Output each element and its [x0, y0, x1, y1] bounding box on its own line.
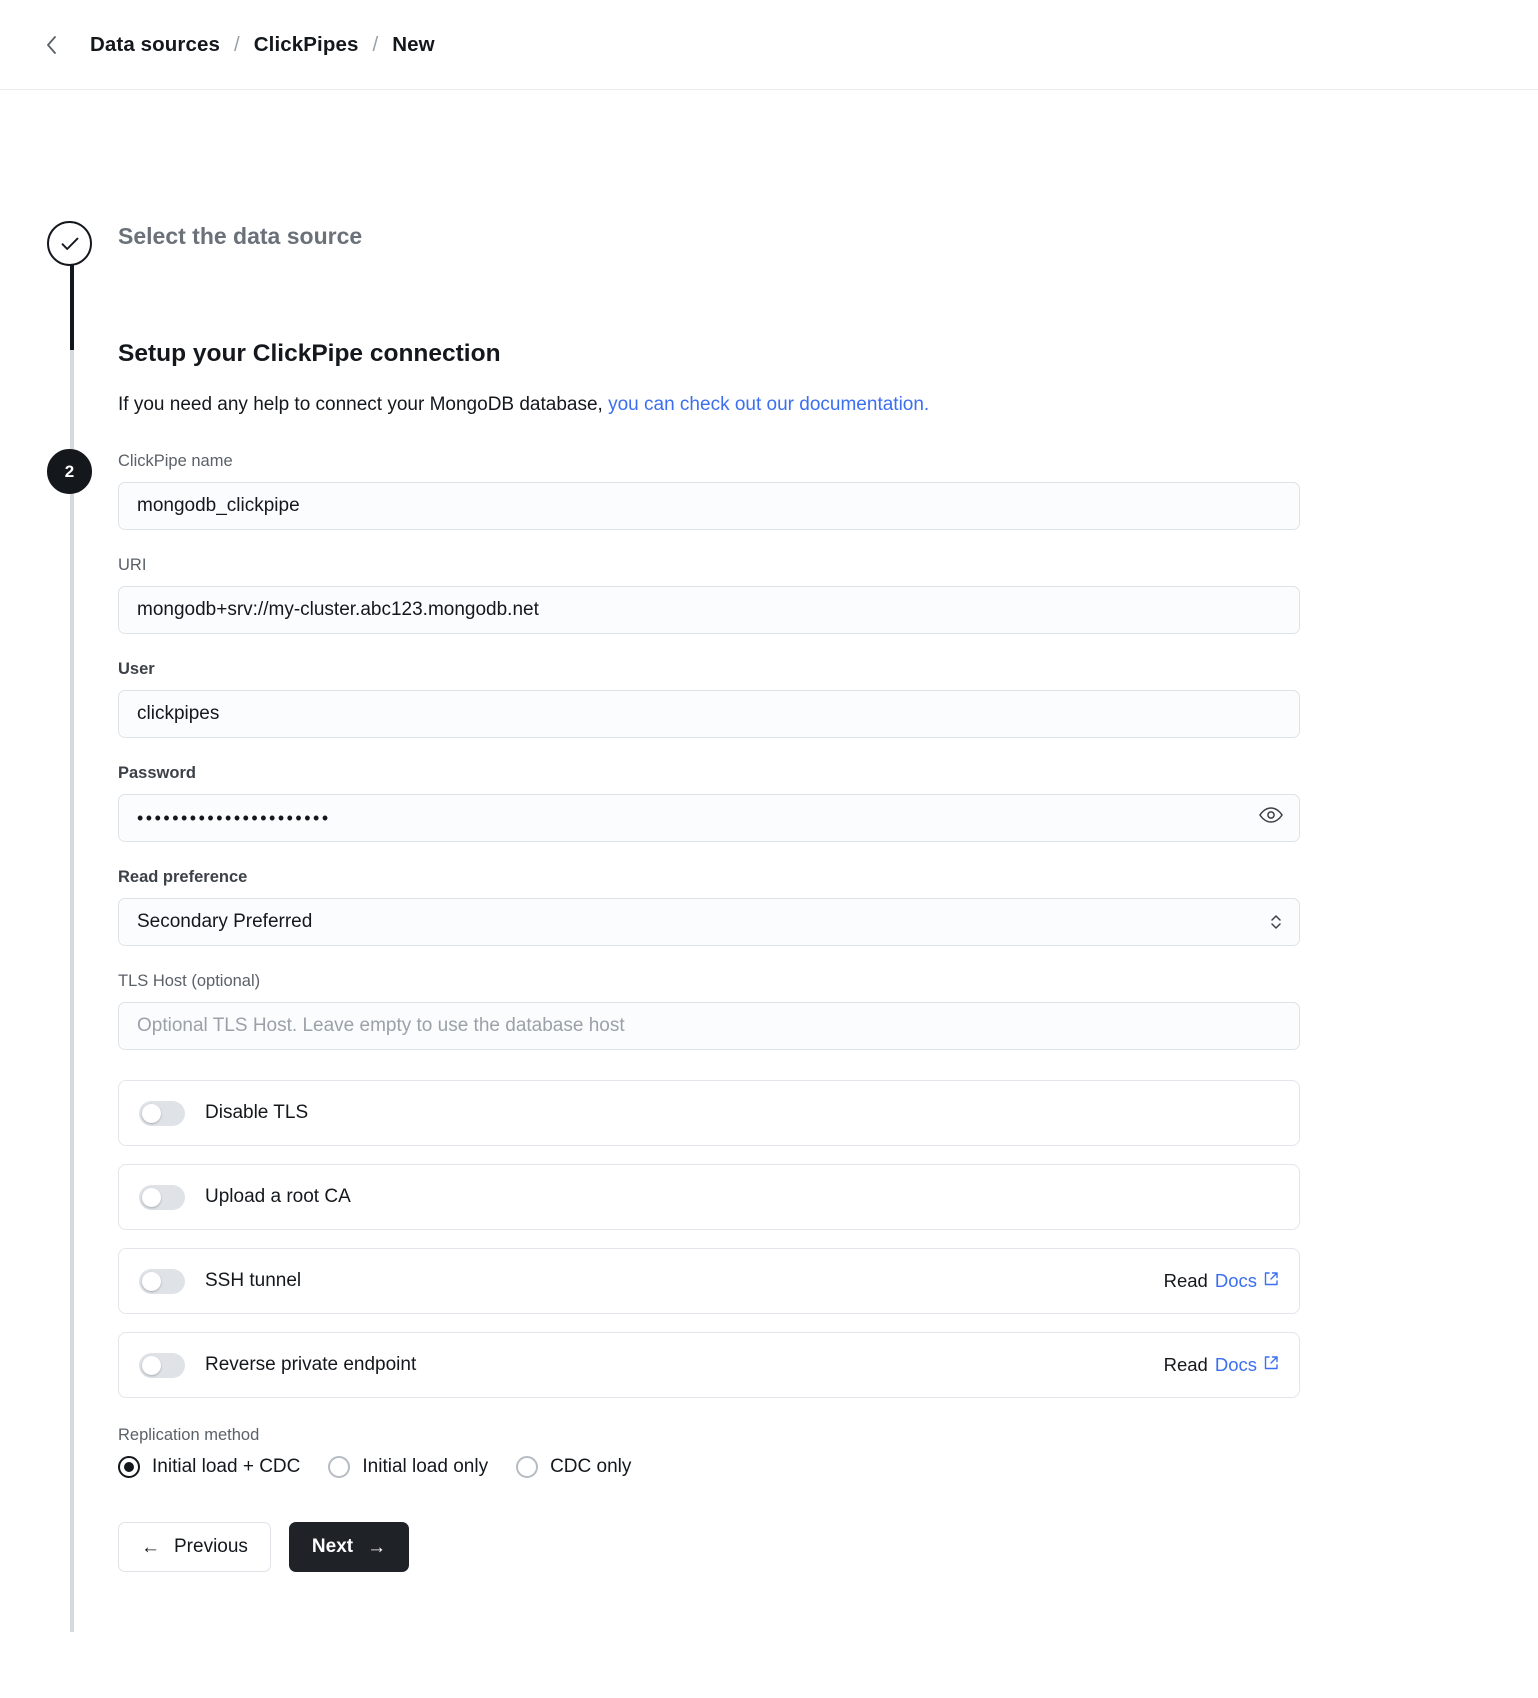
toggle-row-ssh-tunnel[interactable]: [118, 1248, 1300, 1314]
ssh-tunnel-docs-label: Docs: [1214, 1270, 1257, 1291]
password-label: Password: [118, 764, 196, 782]
clickpipe-name-value: mongodb_clickpipe: [137, 495, 300, 516]
field-replication-method: [118, 1426, 1300, 1478]
next-button-label: Next: [311, 1536, 354, 1557]
reverse-private-endpoint-read-text: Read: [1163, 1354, 1208, 1375]
ssh-tunnel-label: SSH tunnel: [205, 1270, 302, 1291]
page-header: [0, 0, 1538, 90]
ssh-tunnel-read-text: Read: [1163, 1270, 1208, 1291]
step-2: [0, 212, 1538, 1572]
chevron-left-icon[interactable]: [40, 34, 62, 56]
password-input[interactable]: [118, 794, 1300, 842]
breadcrumb-item-clickpipes[interactable]: ClickPipes: [253, 32, 359, 56]
arrow-right-icon: →: [367, 1536, 387, 1558]
ssh-tunnel-docs: [1164, 1270, 1279, 1292]
breadcrumb-separator: /: [233, 32, 240, 56]
chevron-updown-icon: [1269, 912, 1283, 932]
replication-method-options: [118, 1456, 1300, 1478]
radio-initial-load-only[interactable]: [328, 1456, 488, 1478]
step-1-title: Select the data source: [118, 223, 363, 249]
uri-value: mongodb+srv://my-cluster.abc123.mongodb.net: [137, 599, 539, 620]
radio-initial-load-only-label: Initial load only: [362, 1456, 489, 1477]
step-1-marker: [47, 221, 92, 266]
external-link-icon: [1263, 1270, 1279, 1292]
tls-host-placeholder: Optional TLS Host. Leave empty to use the database host: [137, 1015, 625, 1036]
breadcrumb: [90, 33, 435, 57]
tls-host-label: TLS Host (optional): [118, 972, 261, 990]
radio-cdc-only-control[interactable]: [516, 1456, 538, 1478]
breadcrumb-separator: /: [372, 32, 379, 56]
disable-tls-toggle[interactable]: [139, 1101, 185, 1126]
previous-button[interactable]: [118, 1522, 271, 1572]
radio-cdc-only-label: CDC only: [550, 1456, 632, 1477]
uri-label: URI: [118, 556, 147, 574]
ssh-tunnel-docs-link[interactable]: [1215, 1270, 1279, 1292]
uri-input[interactable]: [118, 586, 1300, 634]
clickpipe-name-label: ClickPipe name: [118, 452, 233, 470]
step-2-marker: 2: [47, 449, 92, 494]
eye-icon[interactable]: [1259, 807, 1283, 830]
field-clickpipe-name: [118, 452, 1300, 530]
user-label: User: [118, 660, 155, 678]
reverse-private-endpoint-docs-link[interactable]: [1215, 1354, 1279, 1376]
step-1: [0, 90, 1538, 249]
field-tls-host: [118, 972, 1300, 1050]
next-button[interactable]: [289, 1522, 409, 1572]
clickpipe-name-input[interactable]: [118, 482, 1300, 530]
radio-cdc-only[interactable]: [516, 1456, 631, 1478]
user-value: clickpipes: [137, 703, 220, 724]
toggle-list: [118, 1080, 1300, 1398]
tls-host-input[interactable]: [118, 1002, 1300, 1050]
documentation-link[interactable]: you can check out our documentation.: [608, 394, 930, 415]
password-value: ••••••••••••••••••••••: [137, 807, 331, 828]
read-preference-value: Secondary Preferred: [137, 911, 313, 932]
field-read-preference: [118, 868, 1300, 946]
field-uri: [118, 556, 1300, 634]
external-link-icon: [1263, 1354, 1279, 1376]
reverse-private-endpoint-docs: [1164, 1354, 1279, 1376]
toggle-row-disable-tls[interactable]: [118, 1080, 1300, 1146]
read-preference-select[interactable]: [118, 898, 1300, 946]
radio-initial-load-cdc-label: Initial load + CDC: [152, 1456, 301, 1477]
disable-tls-label: Disable TLS: [205, 1102, 309, 1123]
wizard-actions: [118, 1522, 1300, 1572]
breadcrumb-item-new: New: [392, 32, 435, 56]
reverse-private-endpoint-label: Reverse private endpoint: [205, 1354, 417, 1375]
step-2-subtitle: [118, 394, 1300, 416]
step-2-subtitle-text: If you need any help to connect your MongoDB database,: [118, 394, 603, 415]
radio-initial-load-only-control[interactable]: [328, 1456, 350, 1478]
field-password: [118, 764, 1300, 842]
arrow-left-icon: ←: [141, 1536, 160, 1558]
replication-method-label: Replication method: [118, 1426, 260, 1444]
previous-button-label: Previous: [174, 1536, 248, 1557]
user-input[interactable]: [118, 690, 1300, 738]
reverse-private-endpoint-toggle[interactable]: [139, 1353, 185, 1378]
upload-root-ca-label: Upload a root CA: [205, 1186, 351, 1207]
toggle-row-upload-root-ca[interactable]: [118, 1164, 1300, 1230]
field-user: [118, 660, 1300, 738]
breadcrumb-item-data-sources[interactable]: Data sources: [90, 32, 220, 56]
page-body: [0, 90, 1538, 1632]
step-2-title: Setup your ClickPipe connection: [118, 340, 501, 367]
radio-initial-load-cdc-control[interactable]: [118, 1456, 140, 1478]
upload-root-ca-toggle[interactable]: [139, 1185, 185, 1210]
read-preference-label: Read preference: [118, 868, 248, 886]
radio-initial-load-cdc[interactable]: [118, 1456, 300, 1478]
reverse-private-endpoint-docs-label: Docs: [1214, 1354, 1257, 1375]
toggle-row-reverse-private-endpoint[interactable]: [118, 1332, 1300, 1398]
ssh-tunnel-toggle[interactable]: [139, 1269, 185, 1294]
